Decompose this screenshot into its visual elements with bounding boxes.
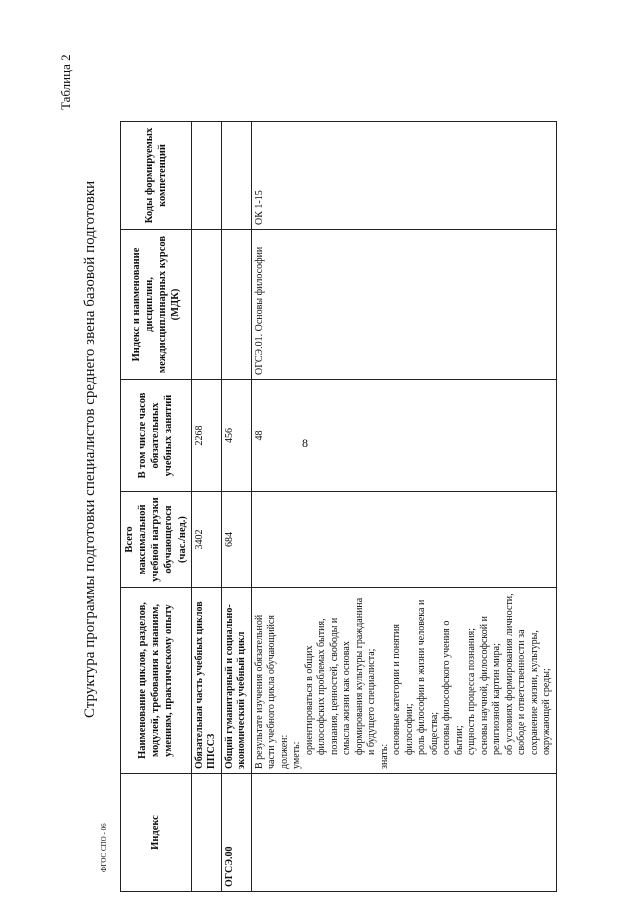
requirement-text: уметь: bbox=[291, 741, 303, 769]
footer-code: ФГОС СПО - 06 bbox=[100, 823, 108, 872]
cell-competencies bbox=[191, 122, 221, 230]
header-disciplines: Индекс и наименование дисциплин, междисциплинарных курсов (МДК) bbox=[121, 230, 192, 380]
requirement-text: знать: bbox=[378, 743, 390, 769]
program-structure-table-wrapper bbox=[120, 122, 620, 892]
cell-max-load: 684 bbox=[221, 492, 251, 588]
requirement-text: об условиях формирования личности, свободе и ответственности за сохранение жизни, культуры, окружающей среды; bbox=[503, 593, 553, 755]
cell-competencies bbox=[221, 122, 251, 230]
cell-mandatory-hours: 2268 bbox=[191, 380, 221, 492]
cell-competencies: ОК 1-15 bbox=[251, 122, 556, 230]
table-row bbox=[251, 122, 556, 892]
program-structure-table bbox=[120, 121, 557, 892]
cell-index bbox=[251, 774, 556, 892]
requirement-text: основы научной, философской и религиозной картин мира; bbox=[478, 616, 503, 755]
cell-disciplines bbox=[221, 230, 251, 380]
header-competencies: Коды формируемых компетенций bbox=[121, 122, 192, 230]
header-name: Наименование циклов, разделов, модулей, требования к знаниям, умениям, практическому опыту bbox=[121, 588, 192, 774]
page-number: 8 bbox=[302, 436, 308, 450]
requirement-text: основные категории и понятия философии; bbox=[391, 624, 415, 755]
header-index: Индекс bbox=[121, 774, 192, 892]
cell-name: Обязательная часть учебных циклов ППССЗ bbox=[191, 588, 221, 774]
requirement-text: основы философского учения о бытии; bbox=[441, 620, 465, 755]
cell-name bbox=[251, 588, 556, 774]
document-title: Структура программы подготовки специалистов среднего звена базовой подготовки bbox=[82, 180, 98, 718]
header-max-load: Всего максимальной учебной нагрузки обучающегося (час./нед.) bbox=[121, 492, 192, 588]
cell-index: ОГСЭ.00 bbox=[221, 774, 251, 892]
table-header-row bbox=[121, 122, 192, 892]
requirement-text: В результате изучения обязательной части учебного цикла обучающийся должен: bbox=[253, 614, 290, 769]
cell-disciplines bbox=[191, 230, 221, 380]
table-row bbox=[221, 122, 251, 892]
requirement-text: роль философии в жизни человека и общества; bbox=[416, 599, 440, 755]
cell-max-load bbox=[251, 492, 556, 588]
cell-mandatory-hours: 456 bbox=[221, 380, 251, 492]
cell-name: Общий гуманитарный и социально-экономический учебный цикл bbox=[221, 588, 251, 774]
table-label: Таблица 2 bbox=[58, 54, 73, 110]
table-row bbox=[191, 122, 221, 892]
cell-disciplines: ОГСЭ.01. Основы философии bbox=[251, 230, 556, 380]
requirement-text: ориентироваться в общих философских проблемах бытия, познания, ценностей, свободы и смысла жизни как основах формирования культуры гражданина и будущего специалиста; bbox=[303, 597, 378, 755]
cell-mandatory-hours: 48 bbox=[251, 380, 556, 492]
requirement-text: сущность процесса познания; bbox=[466, 628, 478, 755]
cell-index bbox=[191, 774, 221, 892]
cell-max-load: 3402 bbox=[191, 492, 221, 588]
header-mandatory-hours: В том числе часов обязательных учебных занятий bbox=[121, 380, 192, 492]
